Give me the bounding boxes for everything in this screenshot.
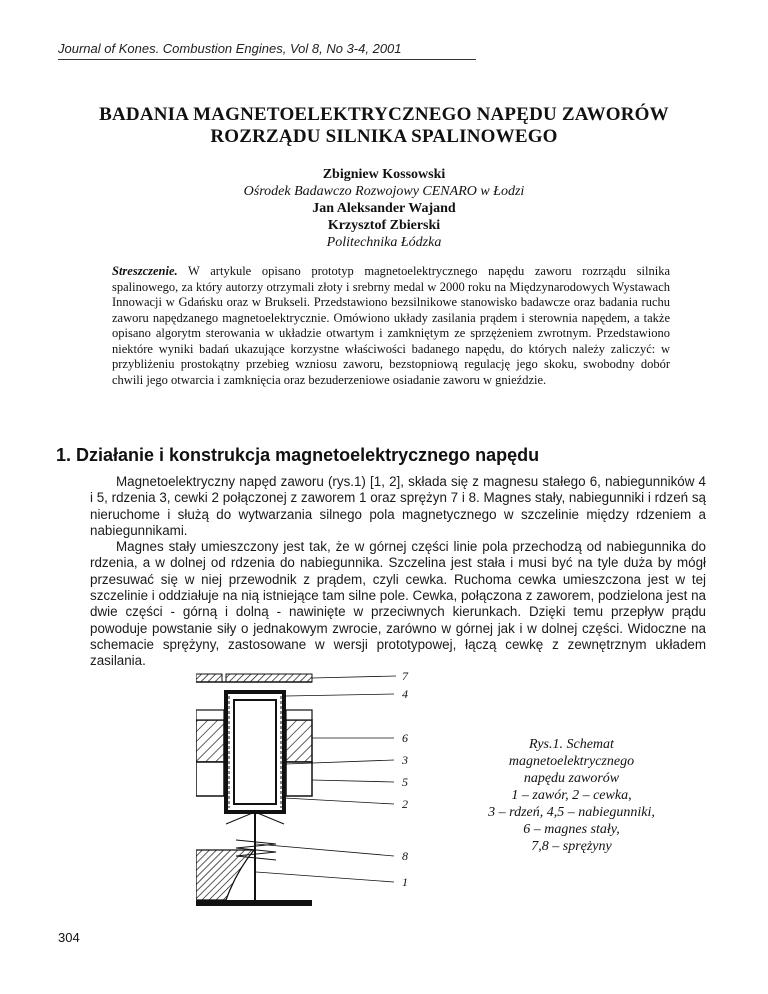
figure-label: 2 (402, 797, 408, 811)
header-rule (58, 59, 476, 60)
page-number: 304 (58, 930, 80, 945)
author-name: Krzysztof Zbierski (327, 218, 441, 233)
paragraph: Magnes stały umieszczony jest tak, że w górnej części linie pola przechodzą od nabiegunnika do rdzenia, a w dolnej od rdzenia do nabiegunnika. Szczelina jest stała i musi być na tyle duża by mógł przesuwać się w niej przewodnik z prądem, czyli cewka. Ruchoma cewka umieszczona jest w tej szczelinie i oddziałuje na nią istniejące tam silne pole. Cewka, połączona z zaworem, podzielona jest na dwie części - górną i dolną - nawinięte w przeciwnych kierunkach. Dzięki temu przepływ prądu powoduje powstanie siły o jednakowym zwrocie, zarówno w górnej jak i w dolnej części. Widoczne na schemacie sprężyny, zastosowane w wersji prototypowej, łączą cewkę z zewnętrznym układem zasilania. (90, 539, 706, 669)
figure-label: 6 (402, 731, 408, 745)
figure-label: 8 (402, 849, 408, 863)
author-name: Zbigniew Kossowski (322, 167, 446, 182)
author-affiliation: Ośrodek Badawczo Rozwojowy CENARO w Łodzi (243, 184, 525, 199)
left-magnet (196, 710, 224, 796)
caption-line: magnetoelektrycznego (508, 754, 635, 769)
abstract (112, 264, 670, 388)
title-line-2: ROZRZĄDU SILNIKA SPALINOWEGO (210, 126, 558, 147)
figure-label: 5 (402, 775, 408, 789)
figure-schematic (196, 672, 426, 912)
caption-line: napędu zaworów (523, 771, 620, 786)
right-magnet (286, 710, 312, 796)
caption-line: 1 – zawór, 2 – cewka, (511, 788, 632, 803)
abstract-label: Streszczenie. (112, 264, 178, 278)
drive-schematic-diagram (196, 672, 426, 912)
section-heading: 1. Działanie i konstrukcja magnetoelektrycznego napędu (56, 445, 540, 465)
author-block (160, 166, 608, 251)
top-spring-mount (196, 674, 312, 682)
author-affiliation: Politechnika Łódzka (326, 235, 442, 250)
coil (226, 692, 284, 812)
caption-line: 3 – rdzeń, 4,5 – nabiegunniki, (488, 805, 655, 820)
author-name: Jan Aleksander Wajand (312, 201, 456, 216)
figure-label: 3 (402, 753, 408, 767)
figure-label: 4 (402, 687, 408, 701)
body-text (90, 474, 706, 670)
caption-line: Rys.1. Schemat (529, 737, 614, 752)
figure-caption (484, 736, 659, 855)
figure-label: 1 (402, 875, 408, 889)
caption-line: 6 – magnes stały, (523, 822, 620, 837)
title-line-1: BADANIA MAGNETOELEKTRYCZNEGO NAPĘDU ZAWORÓW (99, 104, 669, 125)
journal-header: Journal of Kones. Combustion Engines, Vol 8, No 3-4, 2001 (58, 41, 402, 56)
figure-label: 7 (402, 672, 408, 683)
paragraph: Magnetoelektryczny napęd zaworu (rys.1) [1, 2], składa się z magnesu stałego 6, nabiegunników 4 i 5, rdzenia 3, cewki 2 połączonej z zaworem 1 oraz sprężyn 7 i 8. Magnes stały, nabiegunniki i rdzeń są nieruchome i służą do wytwarzania silnego pola magnetycznego w szczelinie między rdzeniem a nabiegunnikami. (90, 474, 706, 538)
abstract-text: W artykule opisano prototyp magnetoelektrycznego napędu zaworu rozrządu silnika spalinowego, za który autorzy otrzymali złoty i srebrny medal w 2000 roku na Międzynarodowych Wystawach Innowacji w Gdańsku oraz w Brukseli. Przedstawiono bezsilnikowe stanowisko badawcze oraz badania ruchu zaworu napędzanego magnetoelektrycznie. Omówiono układy zasilania prądem i sterownia napędem, a także opisano algorytm sterowania w układzie otwartym i zamkniętym ze sprzężeniem zwrotnym. Przedstawiono niektóre wyniki badań ukazujące korzystne właściwości badanego napędu, do których należy zaliczyć: w przybliżeniu prostokątny przebieg wzniosu zaworu, bezstopniową regulację jego skoku, swobodny dobór chwili jego otwarcia i zamknięcia oraz bezuderzeniowe osiadanie zaworu w gnieździe. (112, 264, 670, 387)
caption-line: 7,8 – sprężyny (531, 839, 612, 854)
paper-title (60, 104, 708, 148)
